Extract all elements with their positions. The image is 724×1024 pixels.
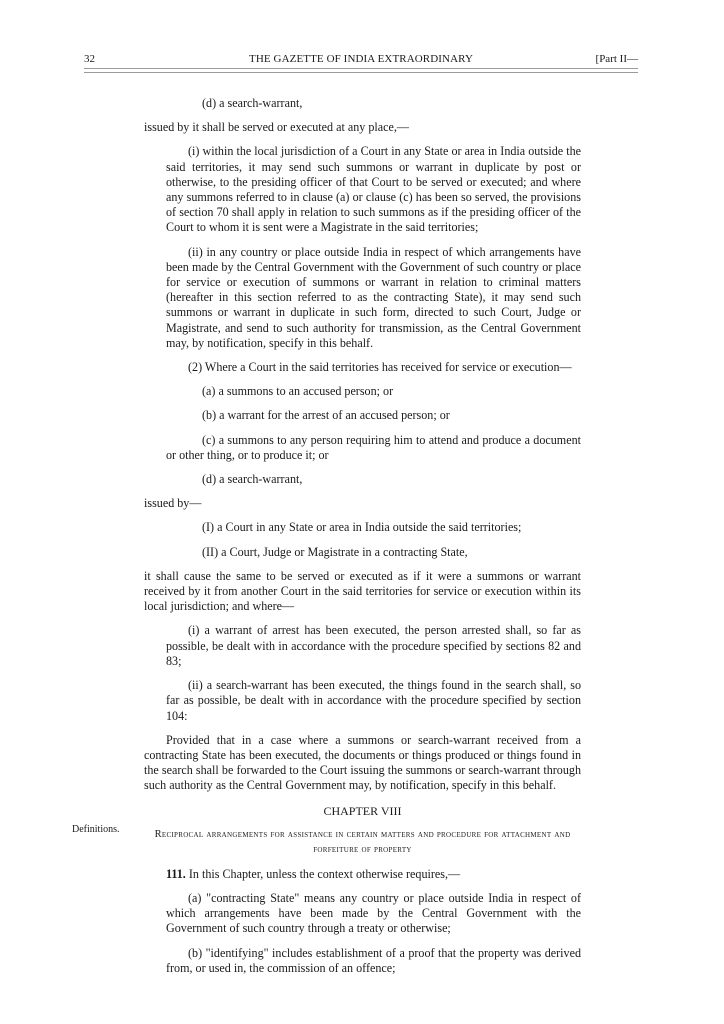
gazette-title: THE GAZETTE OF INDIA EXTRAORDINARY (249, 53, 473, 65)
chapter-heading: CHAPTER VIII (323, 803, 402, 818)
issued-by-line: issued by it shall be served or executed at any place,— (144, 120, 409, 135)
document-body (144, 96, 581, 976)
shall-cause-para: it shall cause the same to be served or executed as if it were a summons or warrant received by it from another Court in the said territories for service or execution within its local jurisdiction; and where— (144, 568, 581, 614)
clause-c: (c) a summons to any person requiring him to attend and produce a document or other thing, or to produce it; or (166, 432, 581, 462)
clause-d-2: (d) a search-warrant, (202, 472, 303, 487)
margin-note-definitions: Definitions. (72, 824, 120, 835)
definition-a: (a) "contracting State" means any country or place outside India in respect of which arrangements have been made by the Central Government with the Government of such country through a treaty or otherwise; (166, 890, 581, 936)
section-111 (144, 867, 581, 882)
page-number: 32 (84, 53, 95, 65)
clause-d: (d) a search-warrant, (202, 96, 303, 110)
search-warrant-executed: (ii) a search-warrant has been executed, the things found in the search shall, so far as possible, be dealt with in accordance with the procedure specified by section 104: (166, 678, 581, 723)
part-label: [Part II— (595, 53, 638, 65)
clause-b: (b) a warrant for the arrest of an accused person; or (202, 408, 450, 423)
clause-II: (II) a Court, Judge or Magistrate in a contracting State, (202, 544, 468, 559)
clause-I: (I) a Court in any State or area in India outside the said territories; (202, 520, 522, 535)
clause-a: (a) a summons to an accused person; or (202, 384, 394, 399)
chapter-subtitle: Reciprocal arrangements for assistance in certain matters and procedure for attachment and forfeiture of property (154, 828, 571, 855)
issued-by-2: issued by— (144, 496, 202, 511)
proviso: Provided that in a case where a summons or search-warrant received from a contracting State has been executed, the documents or things produced or things found in the search shall be forwarded to the Court issuing the summons or search-warrant through such authority as the Central Government may, by notification, specify in this behalf. (144, 732, 581, 793)
warrant-executed: (i) a warrant of arrest has been executed, the person arrested shall, so far as possible, be dealt with in accordance with the procedure specified by sections 82 and 83; (166, 623, 581, 668)
definition-b: (b) "identifying" includes establishment of a proof that the property was derived from, or used in, the commission of an offence; (166, 945, 581, 975)
header-rule (84, 68, 638, 73)
page-header (84, 52, 638, 68)
subclause-i: (i) within the local jurisdiction of a Court in any State or area in India outside the said territories, it may send such summons or warrant in duplicate by post or otherwise, to the presiding officer of that Court to be served or executed; and where any summons referred to in clause (a) or clause (c) has been so served, the provisions of section 70 shall apply in relation to such summons as if the presiding officer of the Court to whom it is sent were a Magistrate in the said territories; (166, 144, 581, 235)
subsection-2: (2) Where a Court in the said territories has received for service or execution— (188, 360, 572, 375)
section-111-text: In this Chapter, unless the context otherwise requires,— (185, 866, 461, 881)
section-number: 111. (166, 866, 186, 881)
subclause-ii: (ii) in any country or place outside India in respect of which arrangements have been made by the Central Government with the Government of such country or place for service or execution of summons or warrant in relation to criminal matters (hereafter in this section referred to as the contracting State), it may send such summons or warrant in duplicate in such form, directed to such Court, Judge or Magistrate, and send to such authority for transmission, as the Central Government may, by notification, specify in this behalf. (166, 244, 581, 350)
